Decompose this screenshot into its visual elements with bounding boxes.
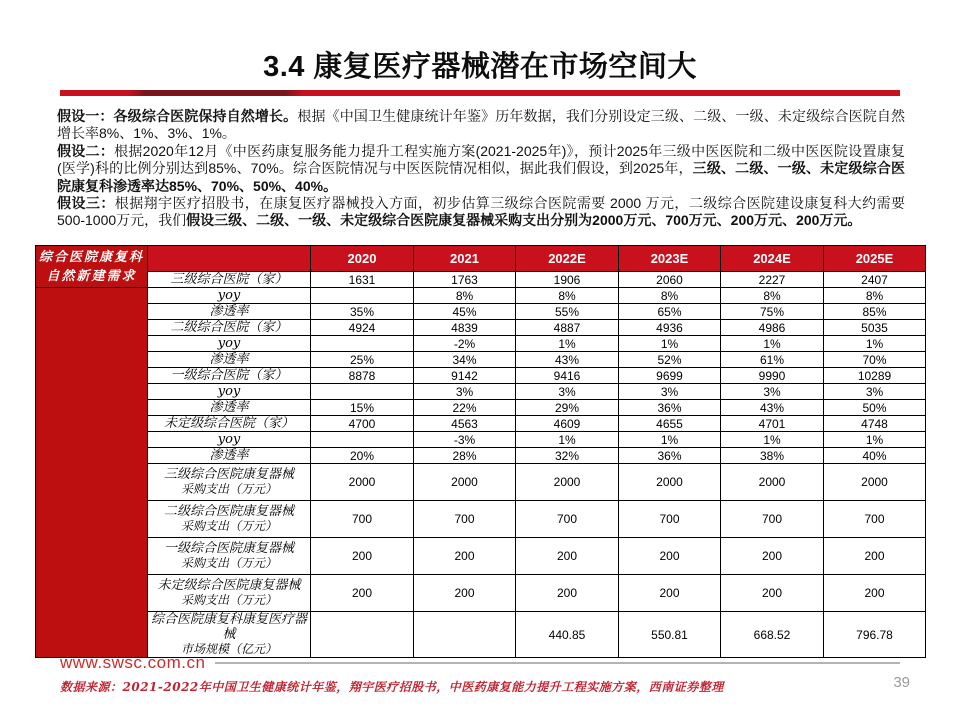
value-cell: 28% [414, 448, 516, 464]
sidebar-category-label: 综合医院康复科 [38, 249, 144, 265]
value-cell: 5035 [824, 320, 926, 336]
row-label-line: 一级综合医院康复器械 [163, 541, 294, 556]
value-cell: 8% [516, 288, 619, 304]
value-cell: 9990 [721, 368, 824, 384]
sidebar-fill-cell [36, 288, 148, 658]
row-label: 渗透率 [148, 352, 311, 368]
year-column-header: 2025E [824, 246, 926, 272]
value-cell: 4839 [414, 320, 516, 336]
footer [60, 653, 900, 673]
value-cell: 200 [516, 575, 619, 612]
row-label-line: 采购支出（万元） [180, 482, 277, 496]
value-cell: 43% [516, 352, 619, 368]
value-cell: 200 [721, 538, 824, 575]
value-cell: 1% [516, 336, 619, 352]
row-label: yoy [148, 384, 311, 400]
value-cell [311, 336, 414, 352]
year-column-header: 2023E [619, 246, 721, 272]
value-cell: 2060 [619, 272, 721, 288]
value-cell: 36% [619, 448, 721, 464]
table-row [36, 538, 926, 575]
value-cell [311, 612, 414, 658]
sidebar-category-cell [36, 246, 148, 288]
row-label: yoy [148, 288, 311, 304]
value-cell: 200 [619, 575, 721, 612]
row-label: 未定级综合医院（家） [148, 416, 311, 432]
row-label-line: 采购支出（万元） [180, 519, 277, 533]
value-cell: 4986 [721, 320, 824, 336]
value-cell: 1% [619, 432, 721, 448]
value-cell: 3% [516, 384, 619, 400]
value-cell: 15% [311, 400, 414, 416]
row-label-line: 市场规模（亿元） [180, 642, 277, 656]
row-label [148, 501, 311, 538]
assumption-text: 根据2020年12月《中医药康复服务能力提升工程实施方案(2021-2025年)》，预计2025年三级中医医院和二级中医医院设置康复(医学)科的比例分别达到85%、70%。综合医院情况与中医医院情况相似，据此我们假设，到2025年， [57, 142, 905, 177]
value-cell: 2000 [721, 464, 824, 501]
value-cell: -3% [414, 432, 516, 448]
assumption-bold-text: 三级、二级、一级、未定级综合医院康复科渗透率达85%、70%、50%、40%。 [57, 160, 906, 194]
assumption-paragraph [57, 143, 905, 195]
row-label-line: 二级综合医院康复器械 [163, 504, 294, 519]
value-cell: 4748 [824, 416, 926, 432]
row-label: yoy [148, 336, 311, 352]
value-cell: 2000 [516, 464, 619, 501]
value-cell: 200 [824, 575, 926, 612]
website-link[interactable]: www.swsc.com.cn [60, 653, 206, 672]
table-row [36, 336, 926, 352]
value-cell: 200 [414, 575, 516, 612]
value-cell: 8878 [311, 368, 414, 384]
page-number: 39 [893, 674, 910, 691]
value-cell: 1906 [516, 272, 619, 288]
value-cell: 9416 [516, 368, 619, 384]
value-cell: 1% [824, 336, 926, 352]
row-label: 渗透率 [148, 400, 311, 416]
value-cell: 200 [414, 538, 516, 575]
value-cell: 200 [721, 575, 824, 612]
value-cell: 25% [311, 352, 414, 368]
value-cell: 200 [311, 538, 414, 575]
assumption-paragraph [57, 195, 905, 230]
value-cell: 85% [824, 304, 926, 320]
table-row [36, 432, 926, 448]
value-cell: 8% [414, 288, 516, 304]
table-row [36, 288, 926, 304]
table-row [36, 384, 926, 400]
sidebar-category-label: 自然新建需求 [46, 268, 137, 284]
row-label-line: 采购支出（万元） [180, 593, 277, 607]
row-label [148, 575, 311, 612]
row-label-line: 三级综合医院康复器械 [163, 467, 294, 482]
value-cell: 1631 [311, 272, 414, 288]
value-cell: 70% [824, 352, 926, 368]
footer-divider [215, 662, 900, 664]
assumption-text: 根据《中国卫生健康统计年鉴》历年数据，我们分别设定三级、二级、一级、未定级综合医院自然增长率8%、1%、3%、1%。 [57, 108, 906, 142]
value-cell: 4563 [414, 416, 516, 432]
table-row [36, 272, 926, 288]
row-label [148, 538, 311, 575]
value-cell: 3% [721, 384, 824, 400]
value-cell: 2407 [824, 272, 926, 288]
assumption-paragraph [57, 108, 905, 143]
value-cell: 35% [311, 304, 414, 320]
table-row [36, 416, 926, 432]
assumption-bold-text: 假设一：各级综合医院保持自然增长。 [57, 108, 298, 124]
value-cell: 700 [619, 501, 721, 538]
value-cell: 50% [824, 400, 926, 416]
assumption-bold-text: 假设三级、二级、一级、未定级综合医院康复器械采购支出分别为2000万元、700万元、200万元、200万元。 [186, 212, 862, 229]
row-label-line: 综合医院康复科康复医疗器械 [150, 612, 307, 642]
row-label-header-cell [148, 246, 311, 272]
value-cell: 4609 [516, 416, 619, 432]
value-cell: 796.78 [824, 612, 926, 658]
assumption-bold-text: 假设二： [57, 142, 115, 159]
value-cell: 4700 [311, 416, 414, 432]
value-cell: 1% [721, 432, 824, 448]
value-cell: 200 [516, 538, 619, 575]
value-cell: 3% [824, 384, 926, 400]
market-size-table [35, 245, 926, 658]
value-cell: 200 [619, 538, 721, 575]
value-cell: 200 [311, 575, 414, 612]
title-divider [60, 90, 900, 96]
value-cell: 8% [721, 288, 824, 304]
value-cell: 4924 [311, 320, 414, 336]
value-cell: 4655 [619, 416, 721, 432]
value-cell: 200 [824, 538, 926, 575]
value-cell: 1763 [414, 272, 516, 288]
value-cell: 9699 [619, 368, 721, 384]
value-cell: 22% [414, 400, 516, 416]
row-label: yoy [148, 432, 311, 448]
data-source-note: 数据来源：2021-2022年中国卫生健康统计年鉴，翔宇医疗招股书，中医药康复能力提升工程实施方案，西南证券整理 [60, 680, 724, 694]
value-cell [414, 612, 516, 658]
table-row [36, 320, 926, 336]
value-cell: 700 [516, 501, 619, 538]
table-row [36, 448, 926, 464]
value-cell: 8% [824, 288, 926, 304]
value-cell: 38% [721, 448, 824, 464]
value-cell: 2227 [721, 272, 824, 288]
table-row [36, 612, 926, 658]
row-label: 一级综合医院（家） [148, 368, 311, 384]
value-cell: 1% [824, 432, 926, 448]
row-label: 三级综合医院（家） [148, 272, 311, 288]
value-cell: 3% [414, 384, 516, 400]
year-column-header: 2024E [721, 246, 824, 272]
value-cell: 4936 [619, 320, 721, 336]
value-cell: 550.81 [619, 612, 721, 658]
value-cell: 668.52 [721, 612, 824, 658]
table-row [36, 352, 926, 368]
value-cell: 75% [721, 304, 824, 320]
value-cell: 2000 [311, 464, 414, 501]
year-column-header: 2021 [414, 246, 516, 272]
value-cell [311, 288, 414, 304]
value-cell: 65% [619, 304, 721, 320]
page-title: 3.4 康复医疗器械潜在市场空间大 [263, 51, 697, 83]
value-cell: 8% [619, 288, 721, 304]
value-cell: 440.85 [516, 612, 619, 658]
value-cell: 2000 [824, 464, 926, 501]
year-column-header: 2022E [516, 246, 619, 272]
value-cell: 40% [824, 448, 926, 464]
value-cell: 34% [414, 352, 516, 368]
value-cell: 32% [516, 448, 619, 464]
value-cell: 29% [516, 400, 619, 416]
value-cell: 55% [516, 304, 619, 320]
value-cell [311, 432, 414, 448]
value-cell: 2000 [414, 464, 516, 501]
value-cell: -2% [414, 336, 516, 352]
row-label: 渗透率 [148, 304, 311, 320]
value-cell: 45% [414, 304, 516, 320]
value-cell: 4701 [721, 416, 824, 432]
value-cell: 61% [721, 352, 824, 368]
value-cell: 1% [619, 336, 721, 352]
table-row [36, 400, 926, 416]
year-column-header: 2020 [311, 246, 414, 272]
row-label: 二级综合医院（家） [148, 320, 311, 336]
value-cell: 4887 [516, 320, 619, 336]
value-cell: 9142 [414, 368, 516, 384]
value-cell: 10289 [824, 368, 926, 384]
table-row [36, 368, 926, 384]
table-row [36, 501, 926, 538]
value-cell: 3% [619, 384, 721, 400]
value-cell: 700 [311, 501, 414, 538]
value-cell: 1% [516, 432, 619, 448]
assumptions-text [57, 108, 905, 230]
assumption-bold-text: 假设三： [57, 195, 115, 212]
value-cell: 700 [721, 501, 824, 538]
row-label [148, 612, 311, 658]
value-cell: 43% [721, 400, 824, 416]
table-row [36, 464, 926, 501]
value-cell: 2000 [619, 464, 721, 501]
value-cell: 36% [619, 400, 721, 416]
row-label-line: 采购支出（万元） [180, 556, 277, 570]
value-cell: 20% [311, 448, 414, 464]
value-cell: 1% [721, 336, 824, 352]
row-label: 渗透率 [148, 448, 311, 464]
table-row [36, 575, 926, 612]
value-cell: 700 [824, 501, 926, 538]
table-row [36, 304, 926, 320]
value-cell [311, 384, 414, 400]
assumption-text: 根据翔宇医疗招股书，在康复医疗器械投入方面，初步估算三级综合医院需要 2000 万元，二级综合医院建设康复科大约需要 500-1000万元，我们 [57, 195, 906, 229]
value-cell: 700 [414, 501, 516, 538]
value-cell: 52% [619, 352, 721, 368]
row-label [148, 464, 311, 501]
row-label-line: 未定级综合医院康复器械 [157, 578, 301, 593]
